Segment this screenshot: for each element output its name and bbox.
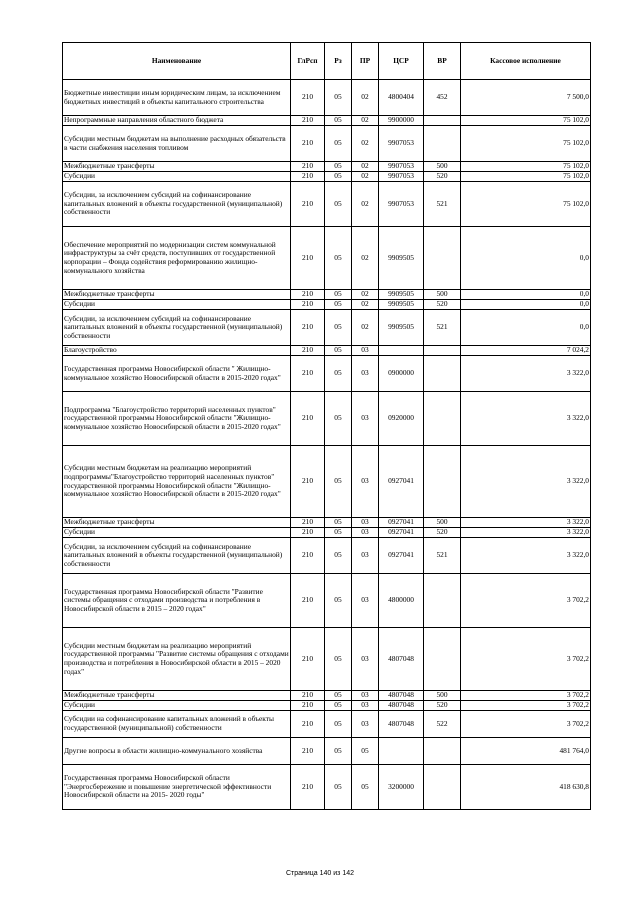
row-kas: 0,0 bbox=[461, 227, 591, 290]
row-csr: 9907053 bbox=[379, 162, 424, 172]
row-rz: 05 bbox=[325, 310, 352, 346]
table-row bbox=[63, 227, 591, 290]
row-pr: 02 bbox=[352, 290, 379, 300]
row-name: Непрограммные направления областного бюджета bbox=[63, 116, 291, 126]
row-vr bbox=[424, 227, 461, 290]
table-row bbox=[63, 126, 591, 162]
header-pr: ПР bbox=[352, 43, 379, 80]
row-vr: 520 bbox=[424, 172, 461, 182]
row-name: Государственная программа Новосибирской области " Жилищно-коммунальное хозяйство Новосибирской области в 2015-2020 годах" bbox=[63, 356, 291, 392]
row-vr: 521 bbox=[424, 538, 461, 574]
row-glrsp: 210 bbox=[291, 628, 325, 691]
row-name: Субсидии, за исключением субсидий на софинансирование капитальных вложений в объекты государственной (муниципальной) собственности bbox=[63, 538, 291, 574]
table-row bbox=[63, 528, 591, 538]
row-csr: 9900000 bbox=[379, 116, 424, 126]
table-row bbox=[63, 574, 591, 628]
row-kas: 3 702,2 bbox=[461, 691, 591, 701]
table-row bbox=[63, 711, 591, 738]
row-kas: 75 102,0 bbox=[461, 172, 591, 182]
row-name: Субсидии местным бюджетам на реализацию мероприятий подпрограммы"Благоустройство территорий населенных пунктов" государственной программы Новосибирской области "Жилищно-коммунальное хозяйство Новосибирской области в 2015-2020 годах" bbox=[63, 446, 291, 518]
row-csr: 4807048 bbox=[379, 691, 424, 701]
row-kas: 418 630,8 bbox=[461, 765, 591, 810]
row-glrsp: 210 bbox=[291, 392, 325, 446]
row-rz: 05 bbox=[325, 691, 352, 701]
row-pr: 02 bbox=[352, 80, 379, 116]
row-rz: 05 bbox=[325, 538, 352, 574]
row-vr: 500 bbox=[424, 290, 461, 300]
row-pr: 03 bbox=[352, 346, 379, 356]
row-csr: 0927041 bbox=[379, 538, 424, 574]
row-glrsp: 210 bbox=[291, 227, 325, 290]
row-rz: 05 bbox=[325, 628, 352, 691]
document-page bbox=[62, 42, 590, 810]
header-glrsp: ГлРсп bbox=[291, 43, 325, 80]
row-vr bbox=[424, 738, 461, 765]
header-rz: Рз bbox=[325, 43, 352, 80]
row-glrsp: 210 bbox=[291, 528, 325, 538]
table-row bbox=[63, 356, 591, 392]
row-csr: 0900000 bbox=[379, 356, 424, 392]
row-vr bbox=[424, 446, 461, 518]
row-rz: 05 bbox=[325, 300, 352, 310]
row-glrsp: 210 bbox=[291, 446, 325, 518]
row-csr: 3200000 bbox=[379, 765, 424, 810]
row-kas: 3 322,0 bbox=[461, 356, 591, 392]
table-row bbox=[63, 392, 591, 446]
row-rz: 05 bbox=[325, 392, 352, 446]
row-rz: 05 bbox=[325, 80, 352, 116]
row-csr bbox=[379, 346, 424, 356]
row-csr: 9909505 bbox=[379, 300, 424, 310]
row-name: Субсидии bbox=[63, 300, 291, 310]
table-row bbox=[63, 116, 591, 126]
row-glrsp: 210 bbox=[291, 346, 325, 356]
row-pr: 02 bbox=[352, 162, 379, 172]
row-pr: 02 bbox=[352, 172, 379, 182]
table-row bbox=[63, 518, 591, 528]
row-kas: 75 102,0 bbox=[461, 126, 591, 162]
row-glrsp: 210 bbox=[291, 310, 325, 346]
table-row bbox=[63, 300, 591, 310]
row-pr: 03 bbox=[352, 446, 379, 518]
row-kas: 7 024,2 bbox=[461, 346, 591, 356]
row-csr: 9907053 bbox=[379, 172, 424, 182]
table-row bbox=[63, 290, 591, 300]
row-rz: 05 bbox=[325, 528, 352, 538]
table-row bbox=[63, 310, 591, 346]
row-csr: 0927041 bbox=[379, 528, 424, 538]
row-name: Субсидии, за исключением субсидий на софинансирование капитальных вложений в объекты государственной (муниципальной) собственности bbox=[63, 182, 291, 227]
row-glrsp: 210 bbox=[291, 711, 325, 738]
row-kas: 3 702,2 bbox=[461, 711, 591, 738]
row-rz: 05 bbox=[325, 182, 352, 227]
row-kas: 75 102,0 bbox=[461, 116, 591, 126]
row-rz: 05 bbox=[325, 711, 352, 738]
row-vr bbox=[424, 628, 461, 691]
row-csr: 0920000 bbox=[379, 392, 424, 446]
row-glrsp: 210 bbox=[291, 182, 325, 227]
row-vr bbox=[424, 116, 461, 126]
header-csr: ЦСР bbox=[379, 43, 424, 80]
row-csr: 9909505 bbox=[379, 290, 424, 300]
row-glrsp: 210 bbox=[291, 738, 325, 765]
row-glrsp: 210 bbox=[291, 162, 325, 172]
row-name: Подпрограмма "Благоустройство территорий населенных пунктов" государственной программы Новосибирской области "Жилищно-коммунальное хозяйство Новосибирской области в 2015-2020 годах" bbox=[63, 392, 291, 446]
row-glrsp: 210 bbox=[291, 300, 325, 310]
row-glrsp: 210 bbox=[291, 691, 325, 701]
row-pr: 02 bbox=[352, 116, 379, 126]
row-pr: 02 bbox=[352, 126, 379, 162]
table-body bbox=[63, 80, 591, 810]
row-vr: 521 bbox=[424, 182, 461, 227]
row-glrsp: 210 bbox=[291, 172, 325, 182]
row-glrsp: 210 bbox=[291, 116, 325, 126]
row-vr: 500 bbox=[424, 691, 461, 701]
row-vr: 520 bbox=[424, 701, 461, 711]
row-glrsp: 210 bbox=[291, 356, 325, 392]
row-vr: 522 bbox=[424, 711, 461, 738]
row-pr: 03 bbox=[352, 356, 379, 392]
header-name: Наименование bbox=[63, 43, 291, 80]
row-name: Субсидии местным бюджетам на выполнение расходных обязательств в части снабжения населения топливом bbox=[63, 126, 291, 162]
row-vr: 500 bbox=[424, 518, 461, 528]
row-glrsp: 210 bbox=[291, 126, 325, 162]
header-vr: ВР bbox=[424, 43, 461, 80]
row-csr: 9909505 bbox=[379, 310, 424, 346]
row-name: Субсидии на софинансирование капитальных вложений в объекты государственной (муниципальной) собственности bbox=[63, 711, 291, 738]
row-rz: 05 bbox=[325, 172, 352, 182]
row-pr: 03 bbox=[352, 691, 379, 701]
table-row bbox=[63, 162, 591, 172]
row-csr: 4807048 bbox=[379, 628, 424, 691]
row-name: Бюджетные инвестиции иным юридическим лицам, за исключением бюджетных инвестиций в объекты капитального строительства bbox=[63, 80, 291, 116]
row-name: Государственная программа Новосибирской области "Энергосбережение и повышение энергетической эффективности Новосибирской области на 2015- 2020 годы" bbox=[63, 765, 291, 810]
budget-table bbox=[62, 42, 591, 810]
row-kas: 0,0 bbox=[461, 300, 591, 310]
row-name: Обеспечение мероприятий по модернизации систем коммунальной инфраструктуры за счёт средств, поступивших от государственной корпорации – Фонда содействия реформированию жилищно-коммунального хозяйства bbox=[63, 227, 291, 290]
row-kas: 0,0 bbox=[461, 290, 591, 300]
row-name: Межбюджетные трансферты bbox=[63, 518, 291, 528]
row-pr: 02 bbox=[352, 227, 379, 290]
row-pr: 02 bbox=[352, 182, 379, 227]
row-vr: 520 bbox=[424, 300, 461, 310]
row-glrsp: 210 bbox=[291, 538, 325, 574]
row-vr bbox=[424, 392, 461, 446]
row-vr: 452 bbox=[424, 80, 461, 116]
row-rz: 05 bbox=[325, 765, 352, 810]
row-rz: 05 bbox=[325, 116, 352, 126]
row-pr: 03 bbox=[352, 628, 379, 691]
row-kas: 3 322,0 bbox=[461, 446, 591, 518]
row-glrsp: 210 bbox=[291, 574, 325, 628]
table-row bbox=[63, 538, 591, 574]
row-name: Субсидии местным бюджетам на реализацию мероприятий государственной программы "Развитие системы обращения с отходами производства и потребления в Новосибирской области в 2015 – 2020 годах" bbox=[63, 628, 291, 691]
row-pr: 03 bbox=[352, 528, 379, 538]
row-pr: 03 bbox=[352, 518, 379, 528]
row-csr: 4800000 bbox=[379, 574, 424, 628]
row-csr: 4807048 bbox=[379, 711, 424, 738]
row-kas: 3 322,0 bbox=[461, 528, 591, 538]
row-name: Субсидии, за исключением субсидий на софинансирование капитальных вложений в объекты государственной (муниципальной) собственности bbox=[63, 310, 291, 346]
row-csr: 4807048 bbox=[379, 701, 424, 711]
row-rz: 05 bbox=[325, 446, 352, 518]
row-rz: 05 bbox=[325, 356, 352, 392]
row-vr: 521 bbox=[424, 310, 461, 346]
row-kas: 3 322,0 bbox=[461, 538, 591, 574]
row-csr bbox=[379, 738, 424, 765]
row-name: Межбюджетные трансферты bbox=[63, 290, 291, 300]
row-rz: 05 bbox=[325, 738, 352, 765]
row-pr: 03 bbox=[352, 701, 379, 711]
row-rz: 05 bbox=[325, 162, 352, 172]
row-rz: 05 bbox=[325, 126, 352, 162]
row-kas: 481 764,0 bbox=[461, 738, 591, 765]
row-rz: 05 bbox=[325, 346, 352, 356]
row-kas: 3 322,0 bbox=[461, 518, 591, 528]
row-kas: 3 702,2 bbox=[461, 628, 591, 691]
row-pr: 03 bbox=[352, 538, 379, 574]
row-rz: 05 bbox=[325, 574, 352, 628]
row-pr: 03 bbox=[352, 711, 379, 738]
row-kas: 3 702,2 bbox=[461, 574, 591, 628]
row-vr: 500 bbox=[424, 162, 461, 172]
row-name: Субсидии bbox=[63, 528, 291, 538]
row-kas: 0,0 bbox=[461, 310, 591, 346]
row-glrsp: 210 bbox=[291, 518, 325, 528]
table-row bbox=[63, 172, 591, 182]
row-csr: 0927041 bbox=[379, 446, 424, 518]
row-vr: 520 bbox=[424, 528, 461, 538]
table-row bbox=[63, 80, 591, 116]
row-kas: 75 102,0 bbox=[461, 182, 591, 227]
row-kas: 3 322,0 bbox=[461, 392, 591, 446]
table-row bbox=[63, 346, 591, 356]
row-glrsp: 210 bbox=[291, 290, 325, 300]
row-name: Субсидии bbox=[63, 701, 291, 711]
row-csr: 9907053 bbox=[379, 182, 424, 227]
row-glrsp: 210 bbox=[291, 80, 325, 116]
row-kas: 75 102,0 bbox=[461, 162, 591, 172]
table-row bbox=[63, 765, 591, 810]
row-csr: 4800404 bbox=[379, 80, 424, 116]
page-footer: Страница 140 из 142 bbox=[285, 870, 355, 877]
row-pr: 02 bbox=[352, 300, 379, 310]
table-row bbox=[63, 701, 591, 711]
row-pr: 05 bbox=[352, 738, 379, 765]
row-name: Благоустройство bbox=[63, 346, 291, 356]
row-csr: 0927041 bbox=[379, 518, 424, 528]
table-row bbox=[63, 738, 591, 765]
row-name: Другие вопросы в области жилищно-коммунального хозяйства bbox=[63, 738, 291, 765]
table-header-row bbox=[63, 43, 591, 80]
row-vr bbox=[424, 765, 461, 810]
table-row bbox=[63, 446, 591, 518]
row-name: Субсидии bbox=[63, 172, 291, 182]
row-rz: 05 bbox=[325, 227, 352, 290]
row-vr bbox=[424, 574, 461, 628]
row-csr: 9909505 bbox=[379, 227, 424, 290]
row-pr: 03 bbox=[352, 574, 379, 628]
row-glrsp: 210 bbox=[291, 701, 325, 711]
row-glrsp: 210 bbox=[291, 765, 325, 810]
row-vr bbox=[424, 346, 461, 356]
row-name: Межбюджетные трансферты bbox=[63, 162, 291, 172]
row-csr: 9907053 bbox=[379, 126, 424, 162]
row-name: Межбюджетные трансферты bbox=[63, 691, 291, 701]
row-rz: 05 bbox=[325, 290, 352, 300]
table-row bbox=[63, 691, 591, 701]
header-kas: Кассовое исполнение bbox=[461, 43, 591, 80]
row-pr: 03 bbox=[352, 392, 379, 446]
row-vr bbox=[424, 126, 461, 162]
row-rz: 05 bbox=[325, 518, 352, 528]
table-row bbox=[63, 182, 591, 227]
row-rz: 05 bbox=[325, 701, 352, 711]
row-kas: 3 702,2 bbox=[461, 701, 591, 711]
table-row bbox=[63, 628, 591, 691]
row-name: Государственная программа Новосибирской области "Развитие системы обращения с отходами производства и потребления в Новосибирской области в 2015 – 2020 годах" bbox=[63, 574, 291, 628]
row-kas: 7 500,0 bbox=[461, 80, 591, 116]
row-vr bbox=[424, 356, 461, 392]
row-pr: 05 bbox=[352, 765, 379, 810]
row-pr: 02 bbox=[352, 310, 379, 346]
